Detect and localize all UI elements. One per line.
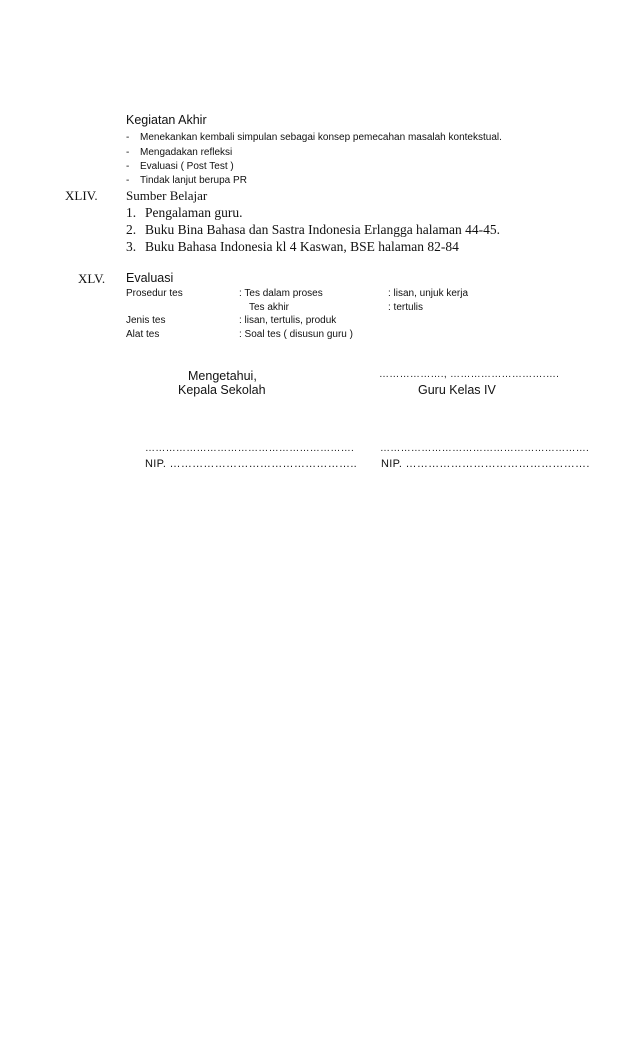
signature-place-date: ………………., ……………………….….	[379, 369, 560, 380]
signature-nip: NIP. ………………………………………….	[381, 458, 590, 470]
evaluasi-extra: : lisan, unjuk kerja	[388, 288, 469, 299]
evaluasi-label: Alat tes	[126, 329, 160, 340]
signature-nip: NIP. …………………………………………..	[145, 458, 358, 470]
sumber-belajar-title: Sumber Belajar	[126, 188, 208, 203]
list-number: 1.	[126, 205, 137, 220]
evaluasi-extra: : tertulis	[388, 302, 424, 313]
list-bullet: -	[126, 132, 130, 143]
list-item: Pengalaman guru.	[145, 205, 243, 220]
section-number: XLV.	[78, 271, 106, 286]
list-item: Buku Bahasa Indonesia kl 4 Kaswan, BSE halaman 82-84	[145, 239, 459, 254]
list-item: Tindak lanjut berupa PR	[140, 175, 247, 186]
section-number: XLIV.	[65, 188, 98, 203]
signature-name-line: …………………………………………………….	[145, 443, 355, 454]
signature-role: Kepala Sekolah	[178, 383, 266, 397]
kegiatan-akhir-title: Kegiatan Akhir	[126, 113, 207, 127]
evaluasi-label: Jenis tes	[126, 315, 166, 326]
evaluasi-value: : lisan, tertulis, produk	[239, 315, 337, 326]
evaluasi-label: Prosedur tes	[126, 288, 183, 299]
list-number: 2.	[126, 222, 137, 237]
list-item: Buku Bina Bahasa dan Sastra Indonesia Erlangga halaman 44-45.	[145, 222, 501, 237]
list-item: Menekankan kembali simpulan sebagai konsep pemecahan masalah kontekstual.	[140, 132, 502, 143]
evaluasi-value: : Tes dalam proses	[239, 288, 323, 299]
list-item: Evaluasi ( Post Test )	[140, 161, 234, 172]
evaluasi-value: : Soal tes ( disusun guru )	[239, 329, 353, 340]
list-bullet: -	[126, 175, 130, 186]
signature-name-line: …………………………………………………….	[380, 443, 590, 454]
evaluasi-value: Tes akhir	[249, 302, 290, 313]
list-bullet: -	[126, 147, 130, 158]
evaluasi-title: Evaluasi	[126, 271, 174, 285]
list-item: Mengadakan refleksi	[140, 147, 233, 158]
signature-heading: Mengetahui,	[188, 369, 257, 383]
signature-role: Guru Kelas IV	[418, 383, 496, 397]
list-number: 3.	[126, 239, 137, 254]
list-bullet: -	[126, 161, 130, 172]
